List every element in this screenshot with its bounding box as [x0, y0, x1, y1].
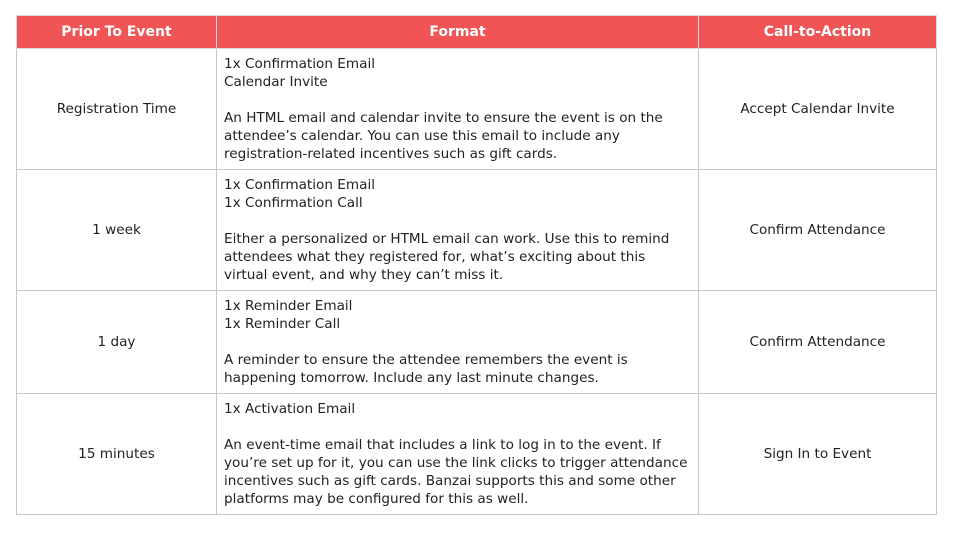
spacer: [224, 212, 692, 230]
format-cell: [217, 394, 699, 515]
table-row: [17, 170, 937, 291]
format-description: Either a personalized or HTML email can work. Use this to remind attendees what they registered for, what’s exciting about this virtual event, and why they can’t miss it.: [224, 231, 670, 283]
table-row: [17, 49, 937, 170]
prior-cell: 1 week: [17, 170, 217, 291]
format-description: A reminder to ensure the attendee remembers the event is happening tomorrow. Include any last minute changes.: [224, 352, 628, 386]
spacer: [224, 333, 692, 351]
cta-cell: Confirm Attendance: [699, 291, 937, 394]
prior-cell: 1 day: [17, 291, 217, 394]
header-call-to-action: Call-to-Action: [699, 16, 937, 49]
table-row: [17, 394, 937, 515]
cta-cell: Confirm Attendance: [699, 170, 937, 291]
table-row: [17, 291, 937, 394]
prior-cell: Registration Time: [17, 49, 217, 170]
format-cell: [217, 291, 699, 394]
prior-cell: 15 minutes: [17, 394, 217, 515]
format-description: An event-time email that includes a link to log in to the event. If you’re set up for it, you can use the link clicks to trigger attendance incentives such as gift cards. Banzai supports this and some other platforms may be configured for this as well.: [224, 437, 688, 507]
spacer: [224, 418, 692, 436]
format-cell: [217, 170, 699, 291]
format-item: 1x Confirmation Email: [224, 56, 375, 72]
format-item: Calendar Invite: [224, 74, 328, 90]
format-item: 1x Reminder Email: [224, 298, 353, 314]
format-item: 1x Confirmation Email: [224, 177, 375, 193]
format-item: 1x Reminder Call: [224, 316, 341, 332]
cta-cell: Accept Calendar Invite: [699, 49, 937, 170]
event-communication-table: [16, 15, 937, 515]
table-header-row: [17, 16, 937, 49]
cta-cell: Sign In to Event: [699, 394, 937, 515]
format-item: 1x Activation Email: [224, 401, 356, 417]
header-format: Format: [217, 16, 699, 49]
spacer: [224, 91, 692, 109]
format-cell: [217, 49, 699, 170]
format-description: An HTML email and calendar invite to ensure the event is on the attendee’s calendar. You can use this email to include any registration-related incentives such as gift cards.: [224, 110, 663, 162]
header-prior-to-event: Prior To Event: [17, 16, 217, 49]
format-item: 1x Confirmation Call: [224, 195, 363, 211]
